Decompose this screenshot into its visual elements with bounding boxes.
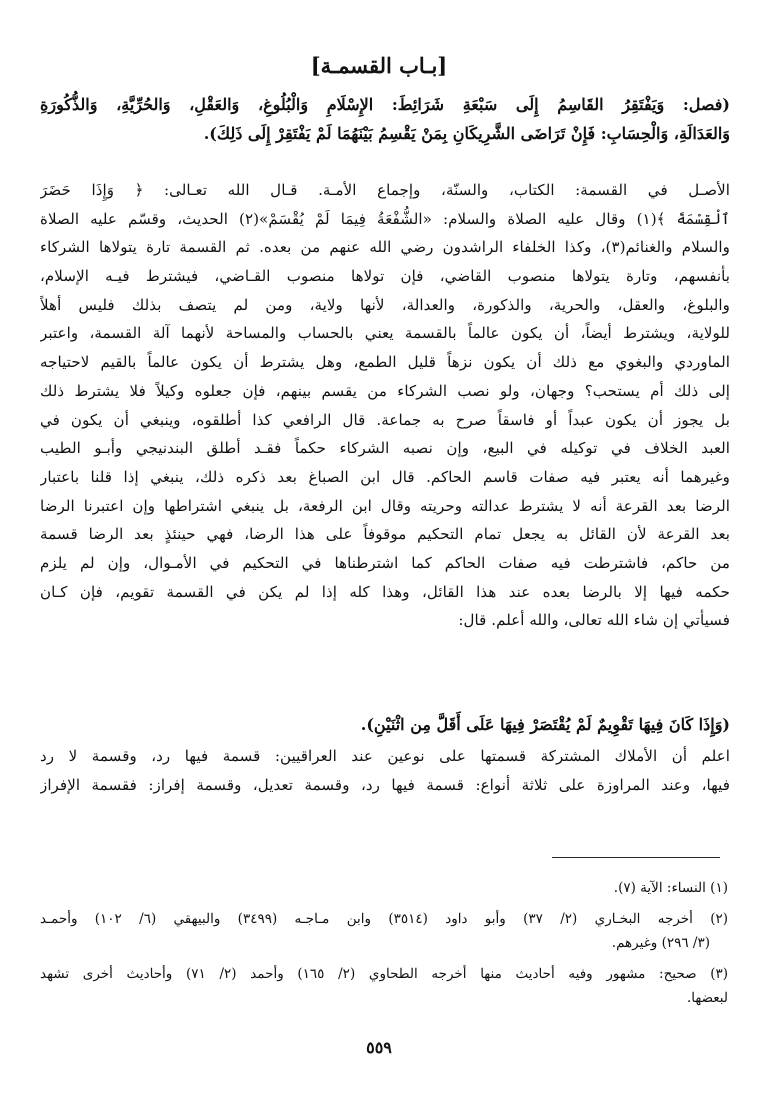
matn-line: (فصل: وَيَفْتَقِرُ القَاسِمُ إِلَى سَبْعَةِ شَرَائِطَ: الإِسْلَامِ وَالْبُلُوغِ، وَالعَقْلِ، وَالحُرِّيَّةِ، وَالذُّكُورَةِ — [40, 95, 730, 114]
commentary-section — [40, 176, 730, 635]
commentary-line: حكمه فيها إلا بالرضا بعده عند هذا القائل، وهذا كله إذا لم يكن في القسمة تقويم، فإن كـان — [40, 582, 730, 601]
page-number: ٥٥٩ — [366, 1038, 392, 1057]
commentary-line: إلى ذلك أم يستحب؟ وجهان، ولو نصب الشركاء من يقسم بينهم، فإن جعلوه وكيلاً فلا يشترط ذلك — [40, 381, 730, 400]
commentary-line: للولاية، ويشترط أيضاً، أن يكون عالماً بالقسمة يعني بالحساب والمساحة لأنهما آلة القسمة، واعتبر — [40, 324, 730, 343]
commentary-line: الأصـل في القسمة: الكتاب، والسنّة، وإجماع الأمـة. قـال الله تعـالى: ﴿ وَإِذَا حَضَرَ — [40, 181, 730, 199]
footnote-line: (١) النساء: الآية (٧). — [613, 880, 728, 896]
commentary-line: فسيأتي إن شاء الله تعالى، والله أعلم. قال: — [458, 611, 730, 630]
footnote-separator — [552, 857, 720, 858]
commentary-line: الرضا بعد القرعة أنه لا يشترط عدالته وحريته وقال ابن الرفعة، بل ينبغي اشتراطها وإن اعتبرنا الرضا — [40, 496, 730, 515]
commentary-line: الماوردي والبغوي مع ذلك أن يكون نزهاً قليل الطمع، وهل يشترط أن يكون عالماً بالقيم لاحتياجه — [40, 353, 730, 372]
matn-section — [40, 710, 730, 739]
matn-line: (وَإِذَا كَانَ فِيهَا تَقْوِيمٌ لَمْ يُقْتَصَرْ فِيهَا عَلَى أَقَلَّ مِن اثْنَيْنِ). — [360, 715, 730, 734]
matn-line: وَالعَدَالَةِ، وَالْحِسَابِ: فَإِنْ تَرَاضَى الشَّرِيكَانِ بِمَنْ يَقْسِمُ بَيْنَهُمَا لَمْ يَفْتَقِرْ إِلَى ذَلِكَ). — [203, 124, 730, 143]
commentary-line: بأنفسهم، وتارة يتولاها منصوب القاضي، فإن تولاها منصوب القـاضي، فيشترط فيـه الإسلام، — [40, 267, 730, 286]
commentary-line: وغيرهما أنه يعتبر فيه صفات قاسم الحاكم. قال ابن الصباغ بعد ذكره ذلك، ينبغي إذا قلنا باعتبار — [40, 467, 730, 486]
commentary-line: بل يجوز أن يكون عبداً أو فاسقاً صرح به جماعة. قال الرافعي كذا أطلقوه، وينبغي أن يكون في — [40, 410, 730, 429]
commentary-line: والسلام والغنائم(٣)، وكذا الخلفاء الراشدون رضي الله عنهم من بعده. ثم القسمة تارة يتولاها الشركاء — [40, 238, 730, 257]
commentary-section — [40, 742, 730, 800]
commentary-line: العبد الخلاف في توكيله في البيع، وإن نصبه الشركاء حكماً فقـد أطلق البندنيجي وأبـو الطيب — [40, 439, 730, 458]
matn-section — [40, 90, 730, 148]
chapter-title: [بـاب القسمـة] — [310, 53, 448, 78]
footnote-line: (٢) أخرجه البخـاري (٢/ ٣٧) وأبو داود (٣٥١٤) وابن مـاجـه (٣٤٩٩) والبيهقي (٦/ ١٠٢) وأحمـد — [40, 910, 728, 927]
commentary-line: اعلم أن الأملاك المشتركة قسمتها على نوعين عند العراقيين: قسمة فيها رد، وقسمة لا رد — [40, 747, 730, 765]
footnote-line: لبعضها. — [686, 990, 728, 1006]
commentary-line: من حاكم، فاشترطت فيه صفات الحاكم كما اشترطناها في التحكيم في الأمـوال، وإن لم يلزم — [40, 553, 730, 572]
commentary-line: فيها، وعند المراوزة على ثلاثة أنواع: قسمة فيها رد، وقسمة تعديل، وقسمة إفراز: فقسمة الإفراز — [40, 776, 730, 794]
commentary-line: بعد القرعة لأن القائل به يجعل تمام التحكيم موقوفاً على هذا الرضا، فهي حينئذٍ بعد الرضا قسمة — [40, 525, 730, 544]
footnote-line: (٣) صحيح: مشهور وفيه أحاديث منها أخرجه الطحاوي (٢/ ١٦٥) وأحمد (٢/ ٧١) وأحاديث أخرى تشهد — [40, 965, 728, 982]
footnote-line: (٣/ ٢٩٦) وغيرهم. — [611, 935, 710, 951]
commentary-line: والبلوغ، والعقل، والحرية، والذكورة، والعدالة، لأنها ولاية، ومن لم يتصف بذلك فليس أهلاً — [40, 295, 730, 314]
commentary-line: ٱلْقِسْمَةَ ﴾(١) وقال عليه الصلاة والسلام: «الشُّفْعَةُ فِيمَا لَمْ يُقْسَمْ»(٢) الحديث، وقسّم عليه الصلاة — [40, 209, 730, 228]
footnotes — [40, 876, 728, 1011]
